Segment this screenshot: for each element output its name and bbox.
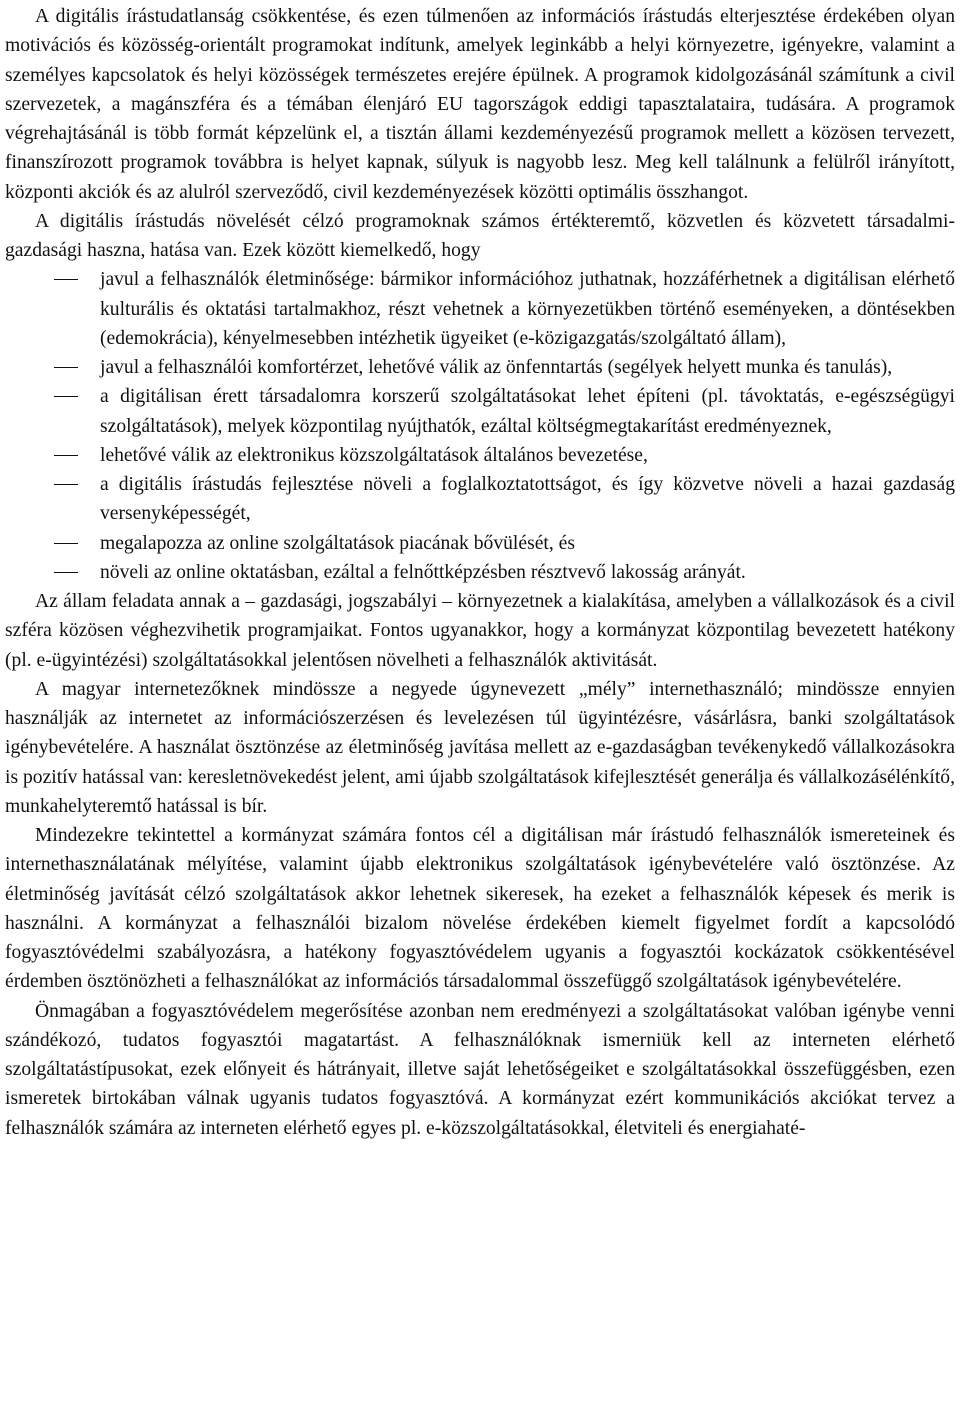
paragraph: Mindezekre tekintettel a kormányzat számára fontos cél a digitálisan már írástudó felhasználók ismereteinek és internethasználatának mélyítése, valamint újabb elektronikus szolgáltatások igénybevételére való ösztönzése. Az életminőség javítását célzó szolgáltatások akkor lehetnek sikeresek, ha ezeket a felhasználók képesek és merik is használni. A kormányzat a felhasználói bizalom növelése érdekében kiemelt figyelmet fordít a kapcsolódó fogyasztóvédelmi szabályozásra, a hatékony fogyasztóvédelem ugyanis a fogyasztói kockázatok csökkentésével érdemben ösztönözheti a felhasználókat az információs társadalommal összefüggő szolgáltatások igénybevételére. [5,825,955,993]
list-item [5,441,955,470]
list-item-text: a digitálisan érett társadalomra korszerű szolgáltatásokat lehet építeni (pl. távoktatás, e-egészségügyi szolgáltatások), melyek központilag nyújthatók, ezáltal költségmegtakarítást eredményeznek, [100,386,955,437]
list-item-text: megalapozza az online szolgáltatások piacának bővülését, és [100,532,575,554]
list-item [5,470,955,529]
paragraph: Az állam feladata annak a – gazdasági, jogszabályi – környezetnek a kialakítása, amelyben a vállalkozások és a civil szféra közösen véghezvihetik programjaikat. Fontos ugyanakkor, hogy a kormányzat központilag bevezetett hatékony (pl. e-ügyintézési) szolgáltatásokkal jelentősen növelheti a felhasználók aktivitását. [5,591,955,671]
bullet-list [5,265,955,587]
dash-bullet-icon [54,484,78,485]
list-item-text: javul a felhasználói komfortérzet, lehetővé válik az önfenntartás (segélyek helyett munka és tanulás), [100,357,893,378]
dash-bullet-icon [54,396,78,397]
paragraph: A magyar internetezőknek mindössze a negyede úgynevezett „mély” internethasználó; mindössze ennyien használják az internetet az információszerzésen és levelezésen túl ügyintézésre, vásárlásra, banki szolgáltatások igénybevételére. A használat ösztönzése az életminőség javítása mellett az e-gazdaságban tevékenykedő vállalkozásokra is pozitív hatással van: keresletnövekedést jelent, ami újabb szolgáltatások kifejlesztését generálja és vállalkozásélénkítő, munkahelyteremtő hatással is bír. [5,678,955,817]
list-item-text: lehetővé válik az elektronikus közszolgáltatások általános bevezetése, [100,444,648,466]
list-item [5,382,955,441]
dash-bullet-icon [54,543,78,544]
paragraph: Önmagában a fogyasztóvédelem megerősítése azonban nem eredményezi a szolgáltatásokat valóban igénybe venni szándékozó, tudatos fogyasztói magatartást. A felhasználóknak ismerniük kell az interneten elérhető szolgáltatástípusokat, ezek előnyeit és hátrányait, illetve saját lehetőségeiket e szolgáltatásokkal összefüggésben, ezen ismeretek birtokában válnak ugyanis tudatos fogyasztóvá. A kormányzat ezért kommunikációs akciókat tervez a felhasználók számára az interneten elérhető egyes pl. e-közszolgáltatásokkal, életviteli és energiahaté- [5,1000,955,1139]
list-item [5,265,955,353]
list-item-text: növeli az online oktatásban, ezáltal a felnőttképzésben résztvevő lakosság arányát. [100,561,746,583]
dash-bullet-icon [54,572,78,573]
dash-bullet-icon [54,455,78,456]
dash-bullet-icon [54,279,78,280]
list-item-text: javul a felhasználók életminősége: bármikor információhoz juthatnak, hozzáférhetnek a digitálisan elérhető kulturális és oktatási tartalmakhoz, részt vehetnek a környezetükben történő eseményeken, a döntésekben (edemokrácia), kényelmesebben intézhetik ügyeiket (e-közigazgatás/szolgáltató állam), [100,269,955,349]
list-item [5,529,955,558]
paragraph: A digitális írástudás növelését célzó programoknak számos értékteremtő, közvetlen és közvetett társadalmi-gazdasági haszna, hatása van. Ezek között kiemelkedő, hogy [5,210,955,261]
dash-bullet-icon [54,367,78,368]
list-item-text: a digitális írástudás fejlesztése növeli a foglalkoztatottságot, és így közvetve növeli a hazai gazdaság versenyképességét, [100,474,955,525]
paragraph: A digitális írástudatlanság csökkentése, és ezen túlmenően az információs írástudás elterjesztése érdekében olyan motivációs és közösség-orientált programokat indítunk, amelyek leginkább a helyi környezetre, igényekre, valamint a személyes kapcsolatok és helyi közösségek természetes erejére épülnek. A programok kidolgozásánál számítunk a civil szervezetek, a magánszféra és a témában élenjáró EU tagországok eddigi tapasztalataira, tudására. A programok végrehajtásánál is több formát képzelünk el, a tisztán állami kezdeményezésű programok mellett a közösen tervezett, finanszírozott programok továbbra is helyet kapnak, súlyuk is nagyobb lesz. Meg kell találnunk a felülről irányított, központi akciók és az alulról szerveződő, civil kezdeményezések közötti optimális összhangot. [5,6,955,203]
document-page [5,2,955,1143]
list-item [5,353,955,382]
list-item [5,558,955,587]
